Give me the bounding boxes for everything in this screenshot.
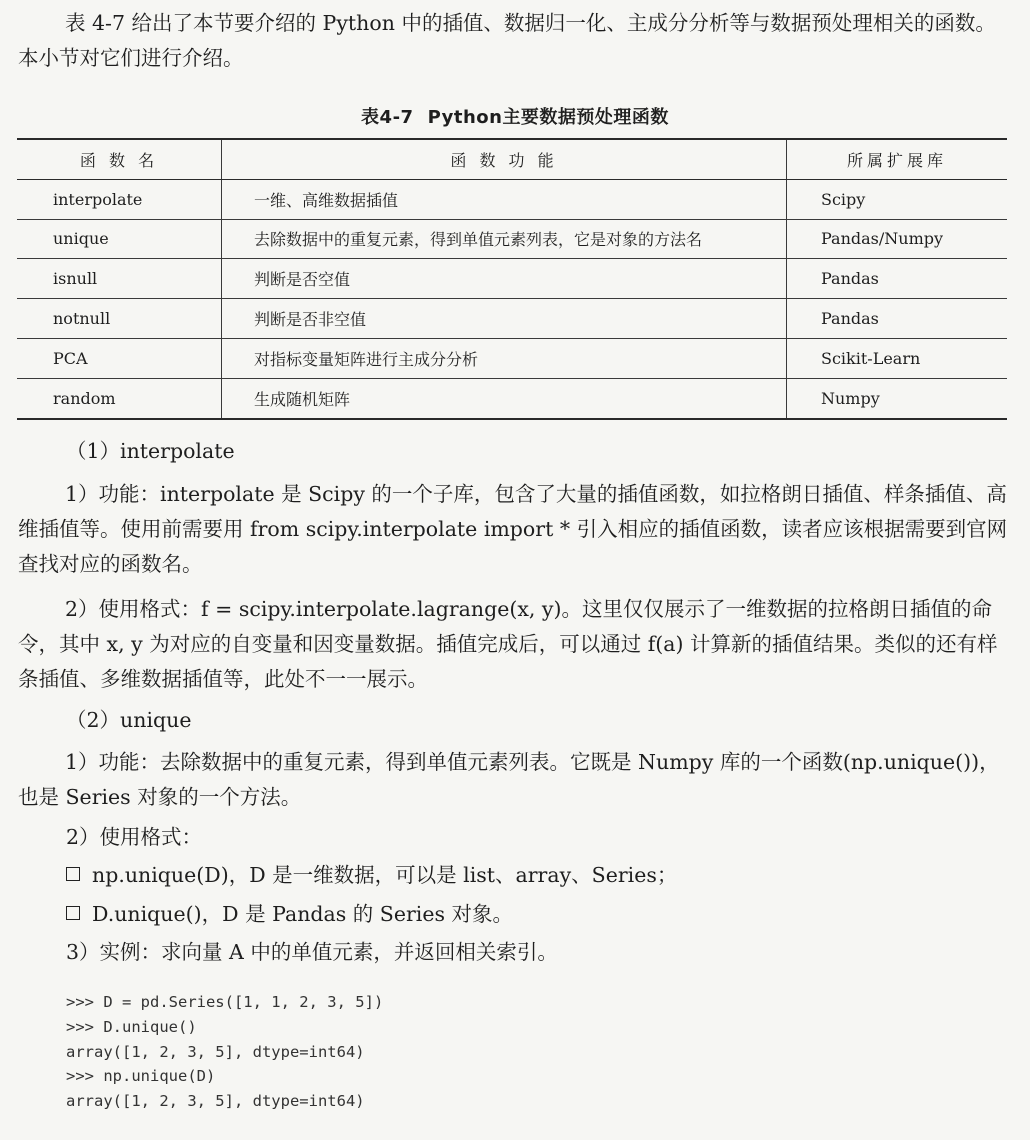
- table-row: [17, 338, 1007, 378]
- code-line: >>> D = pd.Series([1, 1, 2, 3, 5]): [66, 993, 384, 1011]
- code-line: >>> D.unique(): [66, 1017, 197, 1036]
- table-row: [17, 219, 1007, 259]
- unique-usage-label: 2）使用格式：: [66, 825, 203, 849]
- cell-function-description: 判断是否非空值: [222, 299, 787, 339]
- checkbox-bullet-icon: [66, 906, 80, 920]
- section-heading-interpolate: （1）interpolate: [66, 439, 235, 463]
- table-caption-number: 表4-7: [361, 107, 414, 128]
- code-line: array([1, 2, 3, 5], dtype=int64): [66, 1092, 365, 1111]
- table-header-row: [17, 139, 1007, 179]
- cell-library: Scikit-Learn: [787, 338, 1008, 378]
- cell-library: Pandas/Numpy: [787, 219, 1008, 259]
- bullet-text: np.unique(D)，D 是一维数据，可以是 list、array、Series；: [92, 863, 678, 887]
- checkbox-bullet-icon: [66, 867, 80, 881]
- table-caption-title: Python主要数据预处理函数: [427, 107, 669, 128]
- cell-function-name: unique: [17, 219, 222, 259]
- table-row: [17, 299, 1007, 339]
- code-line: array([1, 2, 3, 5], dtype=int64): [66, 1042, 365, 1061]
- cell-function-description: 生成随机矩阵: [222, 378, 787, 418]
- cell-function-description: 判断是否空值: [222, 259, 787, 299]
- code-block: [66, 990, 383, 1114]
- cell-function-description: 对指标变量矩阵进行主成分分析: [222, 338, 787, 378]
- header-library: 所属扩展库: [787, 139, 1008, 179]
- functions-table: [17, 138, 1007, 420]
- cell-library: Scipy: [787, 179, 1008, 219]
- bullet-item: [66, 858, 677, 893]
- cell-library: Pandas: [787, 259, 1008, 299]
- header-function-description: 函 数 功 能: [222, 139, 787, 179]
- table-row: [17, 179, 1007, 219]
- cell-function-description: 一维、高维数据插值: [222, 179, 787, 219]
- unique-example-paragraph: 3）实例：求向量 A 中的单值元素，并返回相关索引。: [66, 940, 558, 964]
- table-caption: [0, 103, 1030, 129]
- code-line: >>> np.unique(D): [66, 1067, 216, 1086]
- bullet-text: D.unique()，D 是 Pandas 的 Series 对象。: [92, 902, 514, 926]
- bullet-item: [66, 897, 513, 932]
- unique-function-paragraph: 1）功能：去除数据中的重复元素，得到单值元素列表。它既是 Numpy 库的一个函数(np.unique())，也是 Series 对象的一个方法。: [18, 750, 1000, 809]
- table-row: [17, 378, 1007, 418]
- cell-function-name: PCA: [17, 338, 222, 378]
- cell-library: Pandas: [787, 299, 1008, 339]
- cell-function-name: random: [17, 378, 222, 418]
- interpolate-usage-paragraph: 2）使用格式：f = scipy.interpolate.lagrange(x, y)。这里仅仅展示了一维数据的拉格朗日插值的命令，其中 x, y 为对应的自变量和因变量数据。插值完成后，可以通过 f(a) 计算新的插值结果。类似的还有样条插值、多维数据插值等，此处不一一展示。: [18, 597, 998, 691]
- table-row: [17, 259, 1007, 299]
- interpolate-function-paragraph: 1）功能：interpolate 是 Scipy 的一个子库，包含了大量的插值函数，如拉格朗日插值、样条插值、高维插值等。使用前需要用 from scipy.interpolate import * 引入相应的插值函数，读者应该根据需要到官网查找对应的函数名。: [18, 482, 1008, 576]
- cell-library: Numpy: [787, 378, 1008, 418]
- section-heading-unique: （2）unique: [66, 708, 192, 732]
- cell-function-name: notnull: [17, 299, 222, 339]
- cell-function-description: 去除数据中的重复元素，得到单值元素列表，它是对象的方法名: [222, 219, 787, 259]
- intro-paragraph: 表 4-7 给出了本节要介绍的 Python 中的插值、数据归一化、主成分分析等与数据预处理相关的函数。本小节对它们进行介绍。: [18, 11, 996, 70]
- cell-function-name: interpolate: [17, 179, 222, 219]
- header-function-name: 函 数 名: [17, 139, 222, 179]
- cell-function-name: isnull: [17, 259, 222, 299]
